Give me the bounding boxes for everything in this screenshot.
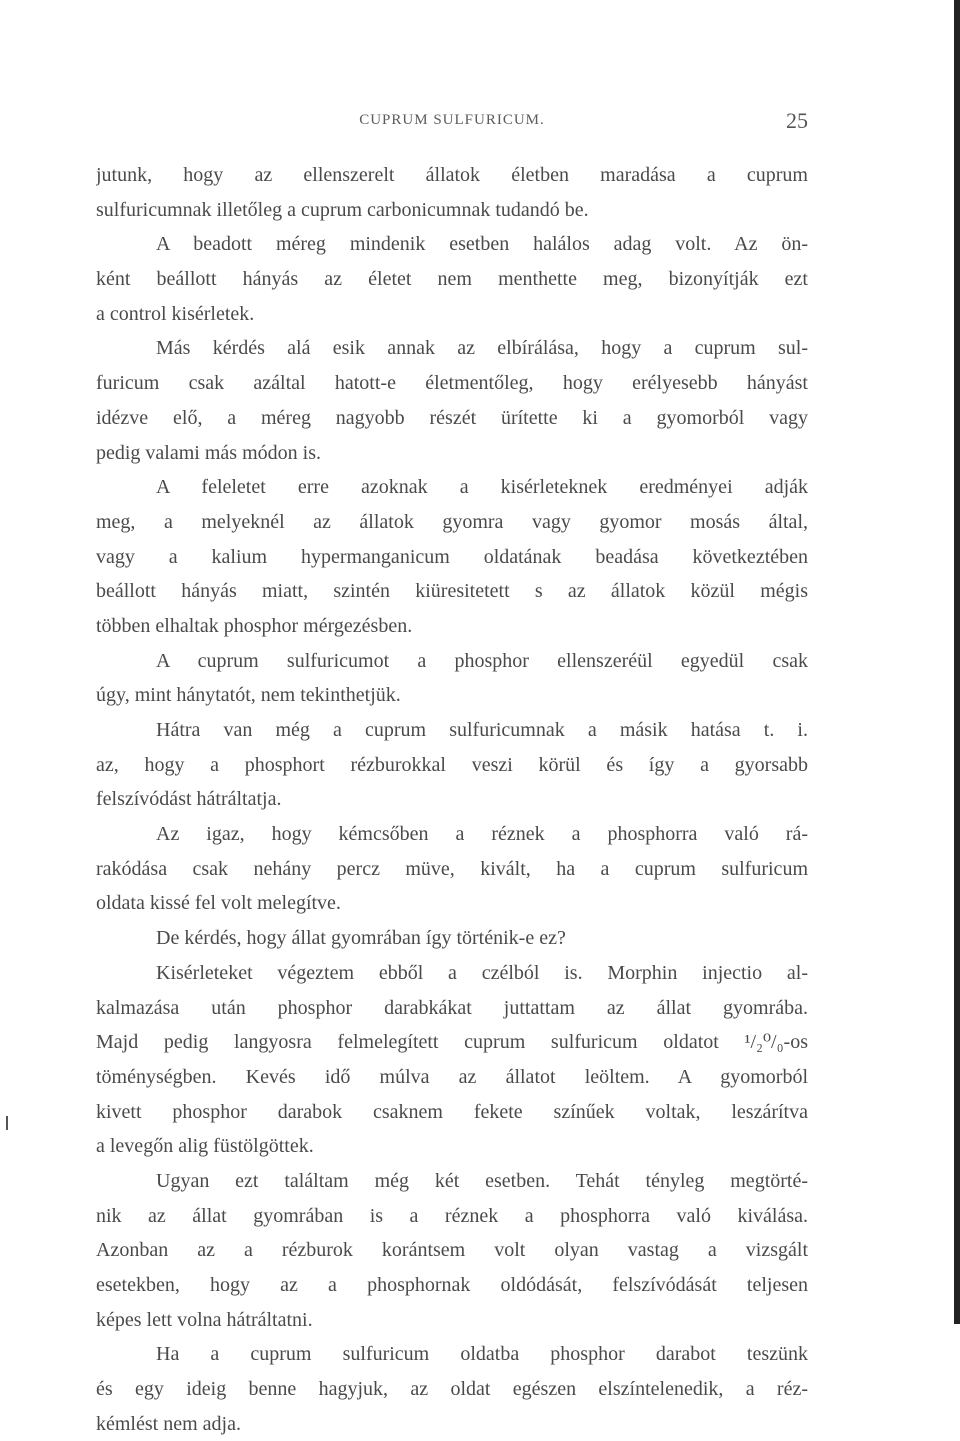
text-line: képes lett volna hátráltatni. (96, 1308, 313, 1331)
text-line: Az igaz, hogy kémcsőben a réznek a phosphorra való rá- (156, 823, 808, 846)
text-line: De kérdés, hogy állat gyomrában így történik-e ez? (156, 927, 566, 950)
text-line: kalmazása után phosphor darabkákat juttattam az állat gyomrába. (96, 996, 808, 1019)
text-line: töménységben. Kevés idő múlva az állatot leöltem. A gyomorból (96, 1065, 808, 1088)
page-number: 25 (786, 108, 808, 133)
text-line: A cuprum sulfuricumot a phosphor ellenszeréül egyedül csak (156, 649, 808, 672)
text-line: rakódása csak nehány percz müve, kivált, ha a cuprum sulfuricum (96, 857, 808, 880)
text-line: úgy, mint hánytatót, nem tekinthetjük. (96, 684, 401, 707)
text-line: és egy ideig benne hagyjuk, az oldat egészen elszíntelenedik, a réz- (96, 1378, 808, 1401)
text-line: jutunk, hogy az ellenszerelt állatok életben maradása a cuprum (96, 164, 808, 186)
text-line: Ugyan ezt találtam még két esetben. Tehát tényleg megtörté- (156, 1169, 808, 1192)
text-line: nik az állat gyomrában is a réznek a phosphorra való kiválása. (96, 1204, 808, 1227)
scan-edge-mark (6, 1116, 8, 1130)
text-line: vagy a kalium hypermanganicum oldatának beadása következtében (96, 545, 808, 568)
text-line: beállott hányás miatt, szintén kiüresitetett s az állatok közül mégis (96, 580, 808, 603)
page-header (96, 108, 808, 140)
text-line: a levegőn alig füstölgöttek. (96, 1135, 314, 1158)
text-line: Ha a cuprum sulfuricum oldatba phosphor darabot teszünk (156, 1343, 808, 1366)
text-line: felszívódást hátráltatja. (96, 788, 282, 811)
text-line: sulfuricumnak illetőleg a cuprum carbonicumnak tudandó be. (96, 198, 589, 221)
text-line: Kisérleteket végeztem ebből a czélból is. Morphin injectio al- (156, 961, 808, 984)
text-line: Hátra van még a cuprum sulfuricumnak a másik hatása t. i. (156, 719, 808, 741)
text-line: meg, a melyeknél az állatok gyomra vagy gyomor mosás által, (96, 510, 808, 533)
text-line: kivett phosphor darabok csaknem fekete színűek voltak, leszárítva (96, 1100, 808, 1123)
text-line: Azonban az a rézburok korántsem volt olyan vastag a vizsgált (96, 1239, 808, 1262)
text-line: esetekben, hogy az a phosphornak oldódását, felszívódását teljesen (96, 1274, 808, 1296)
text-line: furicum csak azáltal hatott-e életmentőleg, hogy erélyesebb hányást (96, 372, 808, 395)
text-line: Majd pedig langyosra felmelegített cuprum sulfuricum oldatot ¹/₂⁰/₀-os (96, 1031, 808, 1054)
text-line: A beadott méreg mindenik esetben halálos adag volt. Az ön- (156, 233, 808, 256)
text-line: ként beállott hányás az életet nem menthette meg, bizonyítják ezt (96, 268, 808, 291)
text-line: pedig valami más módon is. (96, 441, 321, 464)
text-line: Más kérdés alá esik annak az elbírálása, hogy a cuprum sul- (156, 337, 808, 360)
text-line: a control kisérletek. (96, 302, 255, 325)
running-head: CUPRUM SULFURICUM. (359, 112, 545, 128)
scan-edge-bar (954, 0, 960, 1324)
text-line: idézve elő, a méreg nagyobb részét ürítette ki a gyomorból vagy (96, 406, 808, 429)
text-line: oldata kissé fel volt melegítve. (96, 892, 341, 915)
text-line: kémlést nem adja. (96, 1412, 241, 1435)
body-text (96, 158, 808, 1441)
text-line: az, hogy a phosphort rézburokkal veszi körül és így a gyorsabb (96, 753, 808, 776)
text-line: A feleletet erre azoknak a kisérleteknek eredményei adják (156, 476, 808, 499)
text-line: többen elhaltak phosphor mérgezésben. (96, 614, 413, 637)
